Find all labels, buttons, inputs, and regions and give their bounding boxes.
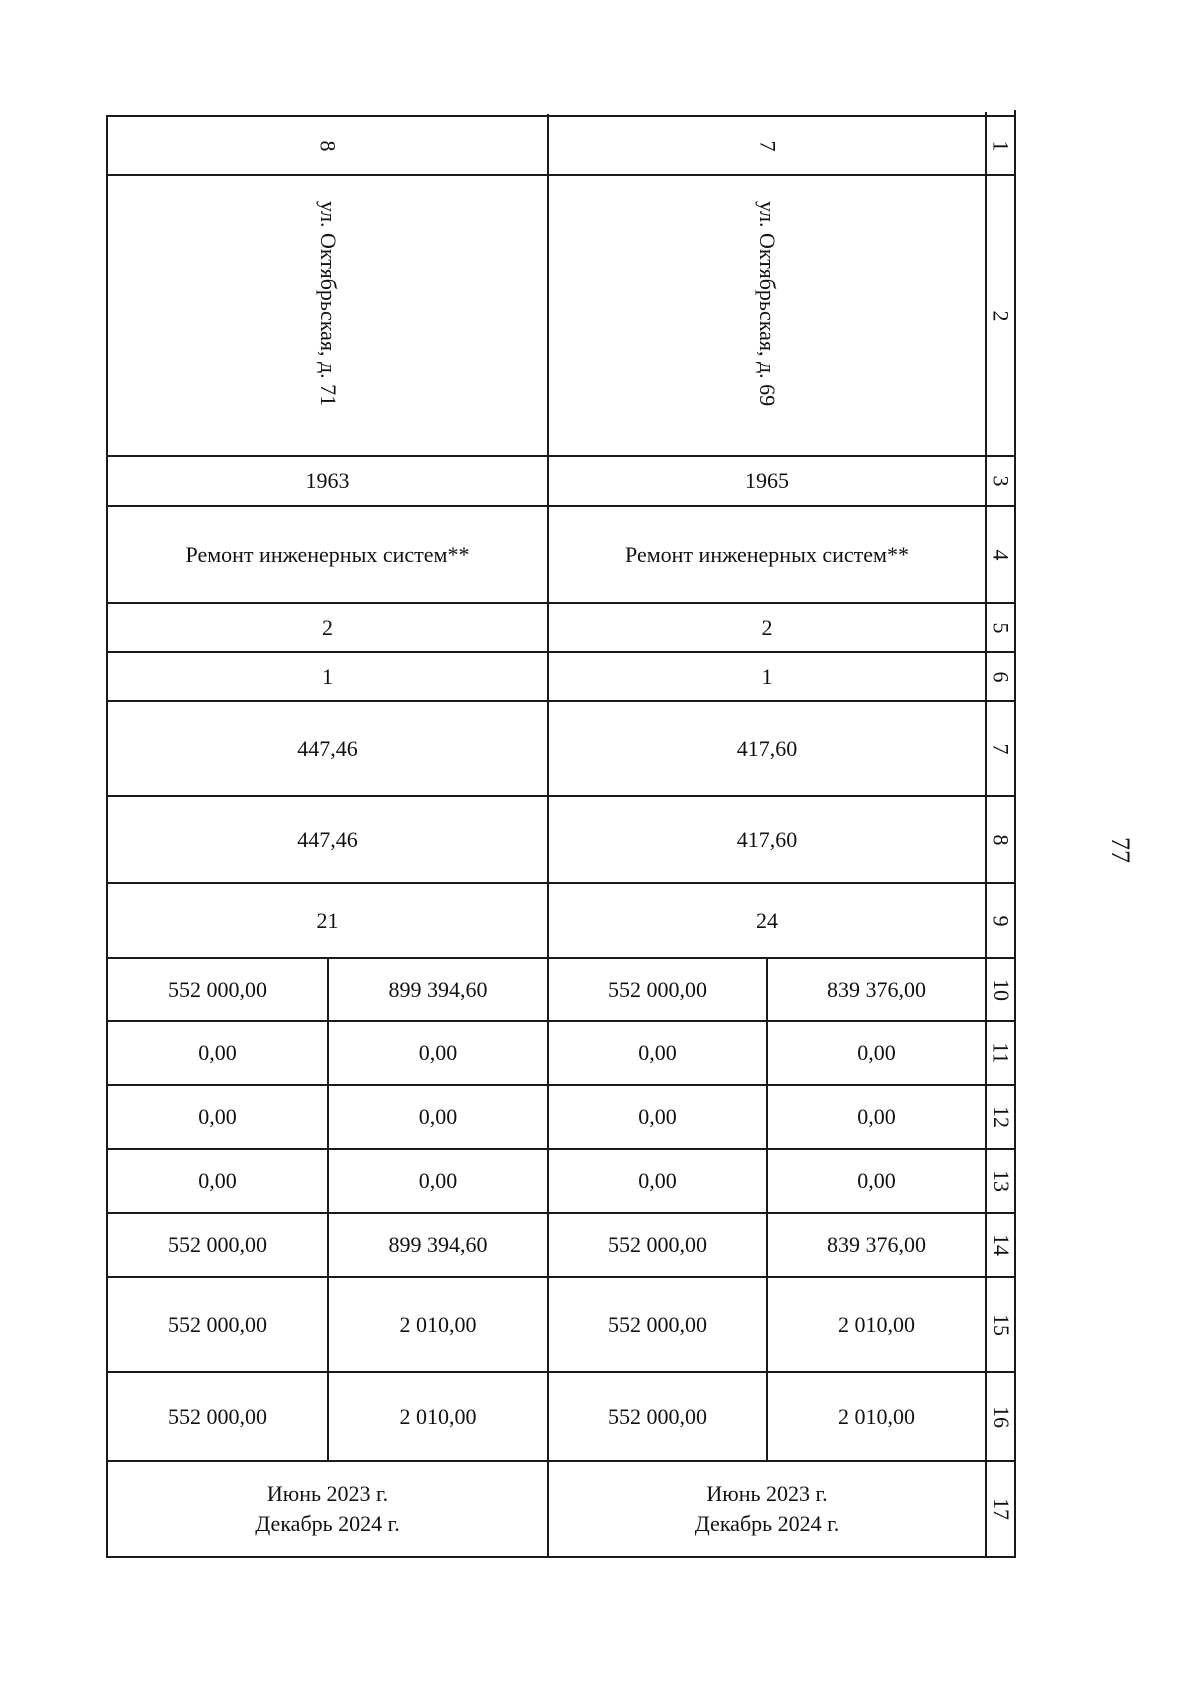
year-cell	[549, 457, 985, 505]
row-number-label: 4	[988, 549, 1014, 560]
cost-cell	[768, 1278, 985, 1371]
cost-text: 0,00	[418, 1104, 458, 1129]
cost-text: 0,00	[198, 1040, 237, 1065]
cost-cell	[108, 1022, 327, 1084]
cost-text: 0,00	[638, 1040, 677, 1065]
area-text: 447,46	[297, 735, 358, 761]
cost-text: 552 000,00	[608, 976, 707, 1002]
cost-text: 839 376,00	[827, 1232, 926, 1257]
row-number	[987, 176, 1014, 455]
cost-text: 2 010,00	[838, 1403, 915, 1429]
cost-cell	[549, 1373, 766, 1460]
cost-text: 2 010,00	[399, 1311, 477, 1337]
cost-text: 0,00	[418, 1040, 458, 1065]
row-number-label: 13	[988, 1170, 1014, 1192]
row-number	[987, 1278, 1014, 1371]
cost-cell	[549, 1086, 766, 1148]
cost-cell	[549, 959, 766, 1020]
period-cell	[549, 1462, 985, 1556]
address-text: ул. Октябрьская, д. 69	[755, 201, 780, 407]
entry-number	[108, 117, 547, 174]
row-number-label: 6	[988, 671, 1014, 682]
cost-cell	[768, 1086, 985, 1148]
row-number	[987, 507, 1014, 602]
col6-text: 1	[322, 663, 333, 689]
cost-text: 899 394,60	[388, 976, 488, 1002]
cost-cell	[549, 1278, 766, 1371]
cost-cell	[329, 1373, 547, 1460]
cost-text: 552 000,00	[168, 976, 267, 1002]
cost-text: 0,00	[857, 1104, 896, 1129]
row-number	[987, 884, 1014, 957]
residents-text: 24	[756, 907, 778, 933]
cost-cell	[768, 959, 985, 1020]
row-number	[987, 1462, 1014, 1556]
cost-text: 552 000,00	[168, 1403, 267, 1429]
row-number	[987, 604, 1014, 651]
cost-cell	[108, 1086, 327, 1148]
row-number	[987, 1022, 1014, 1084]
address-cell	[549, 176, 985, 455]
cost-cell	[768, 1022, 985, 1084]
col6-cell	[108, 653, 547, 700]
area-cell	[108, 702, 547, 795]
year-text: 1965	[745, 468, 789, 493]
row-number	[987, 117, 1014, 174]
area-living-cell	[108, 797, 547, 882]
cost-cell	[329, 959, 547, 1020]
work-type-cell	[108, 507, 547, 602]
page-number	[1090, 830, 1150, 870]
row-number-label: 5	[988, 622, 1014, 633]
row-number	[987, 1086, 1014, 1148]
cost-text: 552 000,00	[608, 1232, 707, 1257]
row-number	[987, 457, 1014, 505]
cost-cell	[549, 1214, 766, 1276]
area-living-text: 417,60	[736, 826, 798, 852]
row-number	[987, 702, 1014, 795]
row-number-label: 17	[988, 1498, 1014, 1520]
row-number-label: 14	[988, 1234, 1014, 1256]
entry-number-label: 8	[315, 140, 341, 151]
cost-cell	[549, 1150, 766, 1212]
col6-cell	[549, 653, 985, 700]
row-number-label: 7	[988, 743, 1014, 754]
row-number-label: 1	[988, 140, 1014, 151]
cost-text: 552 000,00	[168, 1232, 267, 1257]
col5-text: 2	[322, 614, 333, 640]
address-wrap	[313, 176, 343, 455]
cost-text: 2 010,00	[838, 1311, 915, 1337]
period-cell	[108, 1462, 547, 1556]
page-number-text: 77	[1106, 837, 1135, 863]
address-text: ул. Октябрьская, д. 71	[315, 201, 341, 407]
row-number-label: 10	[988, 978, 1014, 1001]
table-border-bottom	[106, 1556, 1016, 1558]
cost-text: 552 000,00	[608, 1403, 707, 1429]
residents-cell	[108, 884, 547, 957]
cost-cell	[768, 1373, 985, 1460]
row-number-label: 9	[988, 915, 1014, 926]
row-number	[987, 959, 1014, 1020]
area-living-cell	[549, 797, 985, 882]
residents-cell	[549, 884, 985, 957]
row-number	[987, 1214, 1014, 1276]
row-number-label: 11	[988, 1042, 1014, 1064]
row-number	[987, 797, 1014, 882]
work-type-cell	[549, 507, 985, 602]
cost-text: 0,00	[638, 1104, 677, 1129]
cost-cell	[329, 1150, 547, 1212]
area-cell	[549, 702, 985, 795]
cost-text: 0,00	[638, 1168, 677, 1193]
col6-text: 1	[761, 663, 773, 689]
row-number	[987, 1150, 1014, 1212]
period-start-text: Июнь 2023 г.	[706, 1481, 828, 1506]
cost-text: 0,00	[198, 1168, 237, 1193]
entry-number-label: 7	[755, 140, 780, 151]
cost-text: 0,00	[857, 1040, 896, 1065]
cost-text: 0,00	[857, 1168, 896, 1193]
row-number-label: 8	[988, 834, 1014, 845]
row-number-label: 3	[988, 475, 1014, 487]
cost-cell	[329, 1278, 547, 1371]
area-text: 417,60	[736, 735, 798, 761]
entry-number	[549, 117, 985, 174]
period-end-text: Декабрь 2024 г.	[255, 1511, 400, 1536]
year-text: 1963	[305, 468, 350, 493]
year-cell	[108, 457, 547, 505]
col5-text: 2	[761, 614, 773, 640]
cost-text: 0,00	[198, 1104, 237, 1129]
area-living-text: 447,46	[297, 826, 358, 852]
cost-cell	[329, 1022, 547, 1084]
cost-cell	[549, 1022, 766, 1084]
row-number-label: 16	[988, 1405, 1014, 1428]
cost-cell	[108, 1150, 327, 1212]
col5-cell	[549, 604, 985, 651]
row-number	[987, 653, 1014, 700]
cost-cell	[108, 1214, 327, 1276]
period-end-text: Декабрь 2024 г.	[694, 1511, 840, 1536]
cost-cell	[108, 1278, 327, 1371]
cost-cell	[329, 1214, 547, 1276]
cost-cell	[768, 1150, 985, 1212]
cost-cell	[108, 959, 327, 1020]
cost-text: 552 000,00	[168, 1311, 267, 1337]
address-wrap	[752, 176, 782, 455]
residents-text: 21	[316, 907, 339, 933]
cost-cell	[329, 1086, 547, 1148]
cost-cell	[768, 1214, 985, 1276]
row-number-label: 15	[988, 1313, 1014, 1336]
row-number-label: 12	[988, 1106, 1014, 1128]
col5-cell	[108, 604, 547, 651]
period-start-text: Июнь 2023 г.	[266, 1481, 389, 1506]
work-type-text: Ремонт инженерных систем**	[625, 541, 909, 567]
cost-text: 552 000,00	[608, 1311, 707, 1337]
cost-cell	[108, 1373, 327, 1460]
work-type-text: Ремонт инженерных систем**	[185, 541, 470, 567]
row-number-label: 2	[988, 310, 1014, 321]
address-cell	[108, 176, 547, 455]
cost-text: 0,00	[418, 1168, 458, 1193]
row-number	[987, 1373, 1014, 1460]
cost-text: 2 010,00	[399, 1403, 477, 1429]
cost-text: 839 376,00	[827, 976, 926, 1002]
cost-text: 899 394,60	[388, 1232, 488, 1257]
